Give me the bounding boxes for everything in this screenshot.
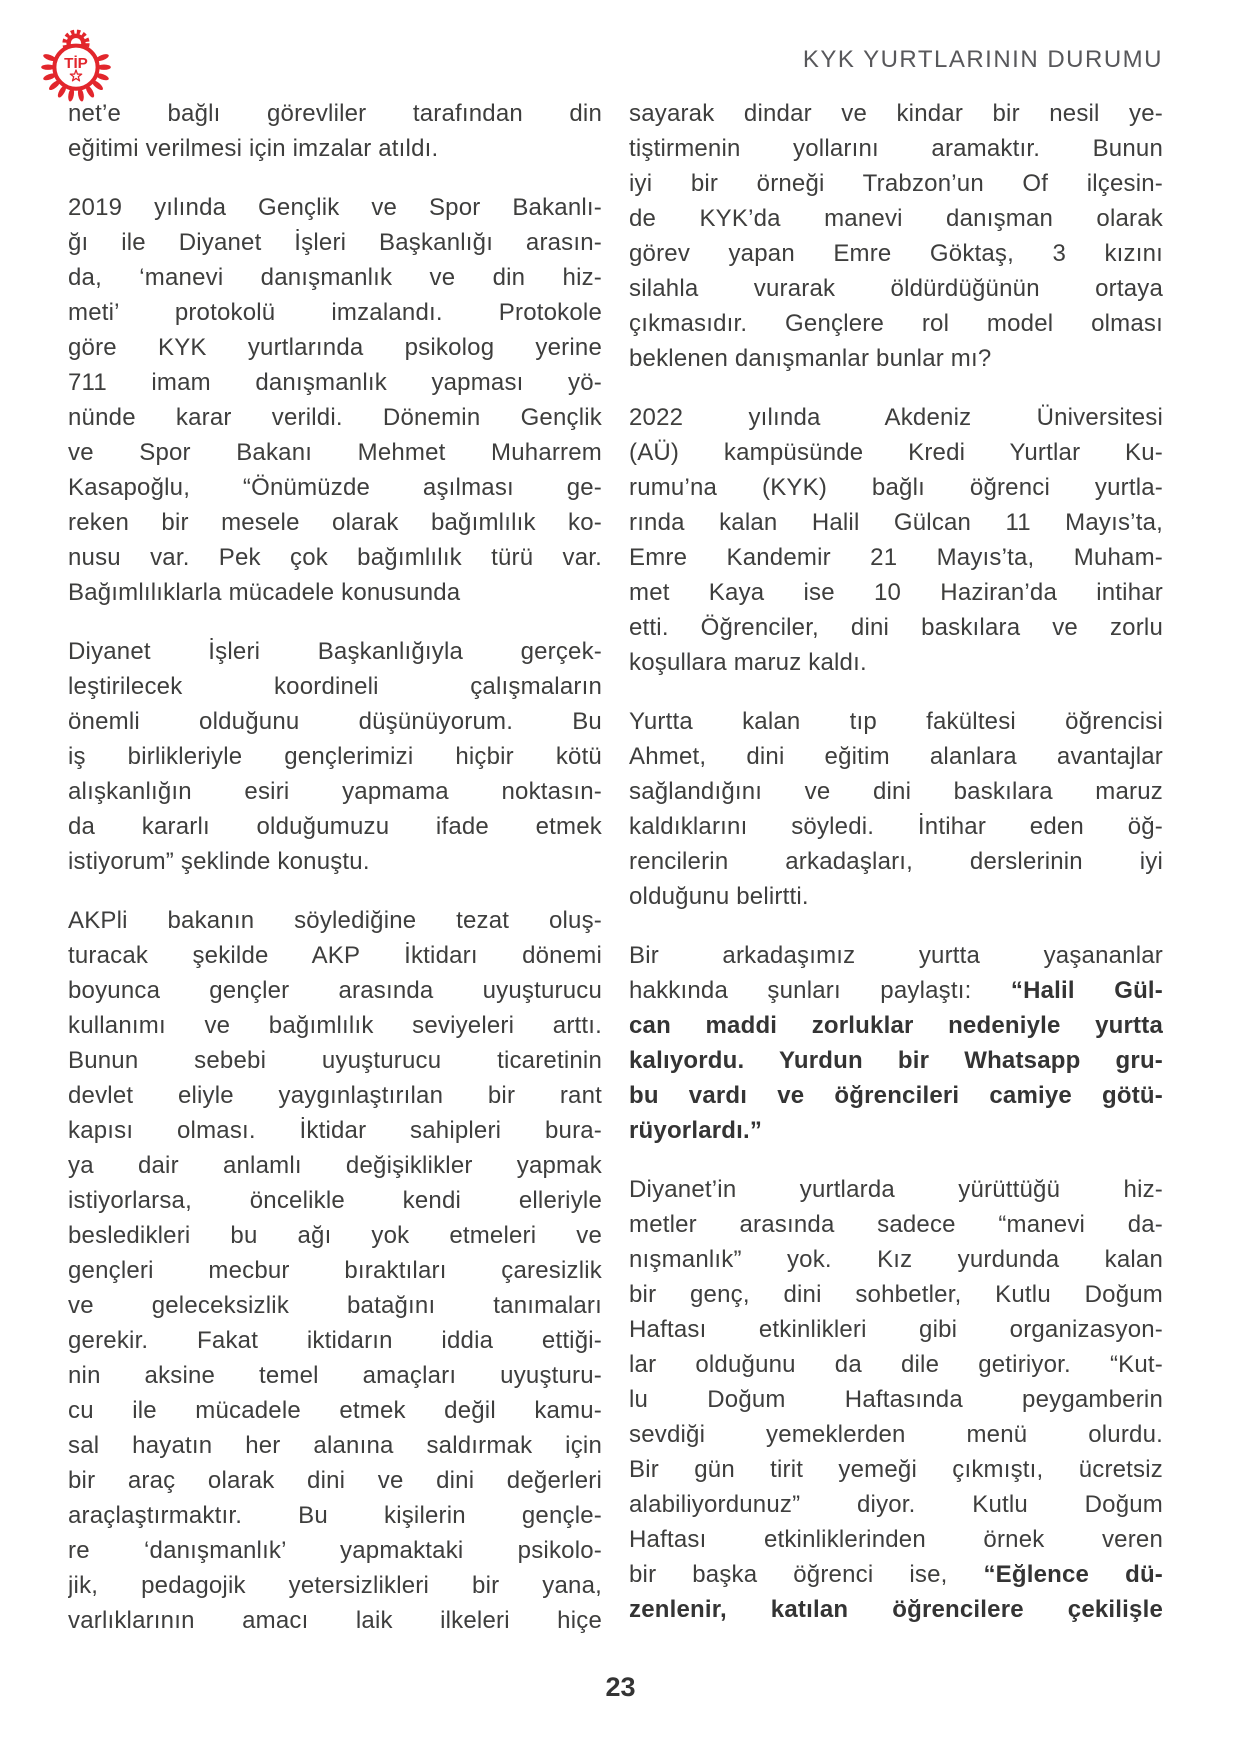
text-line: bu vardı ve öğrencileri camiye götü-: [629, 1082, 1163, 1109]
text-line: göre KYK yurtlarında psikolog yerine: [68, 334, 602, 361]
text-line: metler arasında sadece “manevi da-: [629, 1211, 1163, 1238]
text-line: rında kalan Halil Gülcan 11 Mayıs’ta,: [629, 509, 1163, 536]
text-line: Emre Kandemir 21 Mayıs’ta, Muham-: [629, 544, 1163, 571]
text-line: boyunca gençler arasında uyuşturucu: [68, 977, 602, 1004]
paragraph: [629, 938, 1163, 1148]
text-line: ve geleceksizlik batağını tanımaları: [68, 1292, 602, 1319]
text-line: rüyorlardı.”: [629, 1117, 763, 1144]
text-line: sevdiği yemeklerden menü olurdu.: [629, 1421, 1163, 1448]
paragraph: [629, 1172, 1163, 1627]
logo-text: TİP: [64, 55, 88, 72]
text-line: re ‘danışmanlık’ yapmaktaki psikolo-: [68, 1537, 602, 1564]
text-line: cu ile mücadele etmek değil kamu-: [68, 1397, 602, 1424]
text-line: (AÜ) kampüsünde Kredi Yurtlar Ku-: [629, 439, 1163, 466]
text-line: besledikleri bu ağı yok etmeleri ve: [68, 1222, 602, 1249]
text-line: olduğunu belirtti.: [629, 883, 809, 910]
text-line: da kararlı olduğumuzu ifade etmek: [68, 813, 602, 840]
text-line: eğitimi verilmesi için imzalar atıldı.: [68, 135, 439, 162]
text-line: hakkında şunları paylaştı: “Halil Gül-: [629, 977, 1163, 1004]
text-line: Haftası etkinliklerinden örnek veren: [629, 1526, 1163, 1553]
text-line: Bunun sebebi uyuşturucu ticaretinin: [68, 1047, 602, 1074]
text-line: Kasapoğlu, “Önümüzde aşılması ge-: [68, 474, 602, 501]
text-line: Yurtta kalan tıp fakültesi öğrencisi: [629, 708, 1163, 735]
text-line: istiyorlarsa, öncelikle kendi elleriyle: [68, 1187, 602, 1214]
text-line: 2022 yılında Akdeniz Üniversitesi: [629, 404, 1163, 431]
paragraph: [68, 903, 602, 1638]
text-line: lu Doğum Haftasında peygamberin: [629, 1386, 1163, 1413]
text-line: da, ‘manevi danışmanlık ve din hiz-: [68, 264, 602, 291]
paragraph: [629, 400, 1163, 680]
text-line: Diyanet İşleri Başkanlığıyla gerçek-: [68, 638, 602, 665]
running-head: KYK YURTLARININ DURUMU: [802, 46, 1163, 73]
text-line: istiyorum” şeklinde konuştu.: [68, 848, 370, 875]
text-line: Bağımlılıklarla mücadele konusunda: [68, 579, 461, 606]
text-line: bir genç, dini sohbetler, Kutlu Doğum: [629, 1281, 1163, 1308]
text-line: Bir arkadaşımız yurtta yaşananlar: [629, 942, 1163, 969]
text-line: Ahmet, dini eğitim alanlara avantajlar: [629, 743, 1163, 770]
text-line: nusu var. Pek çok bağımlılık türü var.: [68, 544, 602, 571]
text-line: devlet eliyle yaygınlaştırılan bir rant: [68, 1082, 602, 1109]
paragraph: [68, 96, 602, 166]
text-line: meti’ protokolü imzalandı. Protokole: [68, 299, 602, 326]
text-line: kaldıklarını söyledi. İntihar eden öğ-: [629, 813, 1163, 840]
text-line: Diyanet’in yurtlarda yürüttüğü hiz-: [629, 1176, 1163, 1203]
text-line: can maddi zorluklar nedeniyle yurtta: [629, 1012, 1163, 1039]
text-line: leştirilecek koordineli çalışmaların: [68, 673, 602, 700]
text-line: nünde karar verildi. Dönemin Gençlik: [68, 404, 602, 431]
text-line: varlıklarının amacı laik ilkeleri hiçe: [68, 1607, 602, 1634]
text-line: reken bir mesele olarak bağımlılık ko-: [68, 509, 602, 536]
text-line: çıkmasıdır. Gençlere rol model olması: [629, 310, 1163, 337]
text-line: rumu’na (KYK) bağlı öğrenci yurtla-: [629, 474, 1163, 501]
paragraph: [68, 634, 602, 879]
text-line: alışkanlığın esiri yapmama noktasın-: [68, 778, 602, 805]
text-line: rencilerin arkadaşları, derslerinin iyi: [629, 848, 1163, 875]
text-line: kullanımı ve bağımlılık seviyeleri arttı.: [68, 1012, 602, 1039]
column-left: [68, 96, 602, 1638]
text-line: araçlaştırmaktır. Bu kişilerin gençle-: [68, 1502, 602, 1529]
text-line: 711 imam danışmanlık yapması yö-: [68, 369, 602, 396]
article-body: [68, 96, 1163, 1638]
text-line: sayarak dindar ve kindar bir nesil ye-: [629, 100, 1163, 127]
text-line: de KYK’da manevi danışman olarak: [629, 205, 1163, 232]
text-line: tiştirmenin yollarını aramaktır. Bunun: [629, 135, 1163, 162]
text-line: koşullara maruz kaldı.: [629, 649, 867, 676]
paragraph: [629, 96, 1163, 376]
text-line: jik, pedagojik yetersizlikleri bir yana,: [68, 1572, 602, 1599]
text-line: iyi bir örneği Trabzon’un Of ilçesin-: [629, 170, 1163, 197]
text-line: ya dair anlamlı değişiklikler yapmak: [68, 1152, 602, 1179]
text-line: met Kaya ise 10 Haziran’da intihar: [629, 579, 1163, 606]
text-line: ğı ile Diyanet İşleri Başkanlığı arasın-: [68, 229, 602, 256]
text-line: silahla vurarak öldürdüğünün ortaya: [629, 275, 1163, 302]
page-number: 23: [605, 1672, 636, 1702]
text-line: sağlandığını ve dini baskılara maruz: [629, 778, 1163, 805]
text-line: nin aksine temel amaçları uyuşturu-: [68, 1362, 602, 1389]
text-line: önemli olduğunu düşünüyorum. Bu: [68, 708, 602, 735]
text-line: sal hayatın her alanına saldırmak için: [68, 1432, 602, 1459]
text-line: kalıyordu. Yurdun bir Whatsapp gru-: [629, 1047, 1163, 1074]
column-right: [629, 96, 1163, 1638]
text-line: Bir gün tirit yemeği çıkmıştı, ücretsiz: [629, 1456, 1163, 1483]
text-line: alabiliyordunuz” diyor. Kutlu Doğum: [629, 1491, 1163, 1518]
text-line: iş birlikleriyle gençlerimizi hiçbir kötü: [68, 743, 602, 770]
text-line: 2019 yılında Gençlik ve Spor Bakanlı-: [68, 194, 602, 221]
text-line: gerekir. Fakat iktidarın iddia ettiği-: [68, 1327, 602, 1354]
text-line: gençleri mecbur bıraktıları çaresizlik: [68, 1257, 602, 1284]
text-line: net’e bağlı görevliler tarafından din: [68, 100, 602, 127]
text-line: bir başka öğrenci ise, “Eğlence dü-: [629, 1561, 1163, 1588]
text-line: görev yapan Emre Göktaş, 3 kızını: [629, 240, 1163, 267]
text-line: bir araç olarak dini ve dini değerleri: [68, 1467, 602, 1494]
tip-logo-icon: [36, 22, 116, 106]
paragraph: [68, 190, 602, 610]
text-line: etti. Öğrenciler, dini baskılara ve zorlu: [629, 614, 1163, 641]
text-line: ve Spor Bakanı Mehmet Muharrem: [68, 439, 602, 466]
text-line: Haftası etkinlikleri gibi organizasyon-: [629, 1316, 1163, 1343]
text-line: turacak şekilde AKP İktidarı dönemi: [68, 942, 602, 969]
text-line: nışmanlık” yok. Kız yurdunda kalan: [629, 1246, 1163, 1273]
text-line: kapısı olması. İktidar sahipleri bura-: [68, 1117, 602, 1144]
text-line: zenlenir, katılan öğrencilere çekilişle: [629, 1596, 1163, 1623]
text-line: lar olduğunu da dile getiriyor. “Kut-: [629, 1351, 1163, 1378]
text-line: AKPli bakanın söylediğine tezat oluş-: [68, 907, 602, 934]
paragraph: [629, 704, 1163, 914]
text-line: beklenen danışmanlar bunlar mı?: [629, 345, 992, 372]
